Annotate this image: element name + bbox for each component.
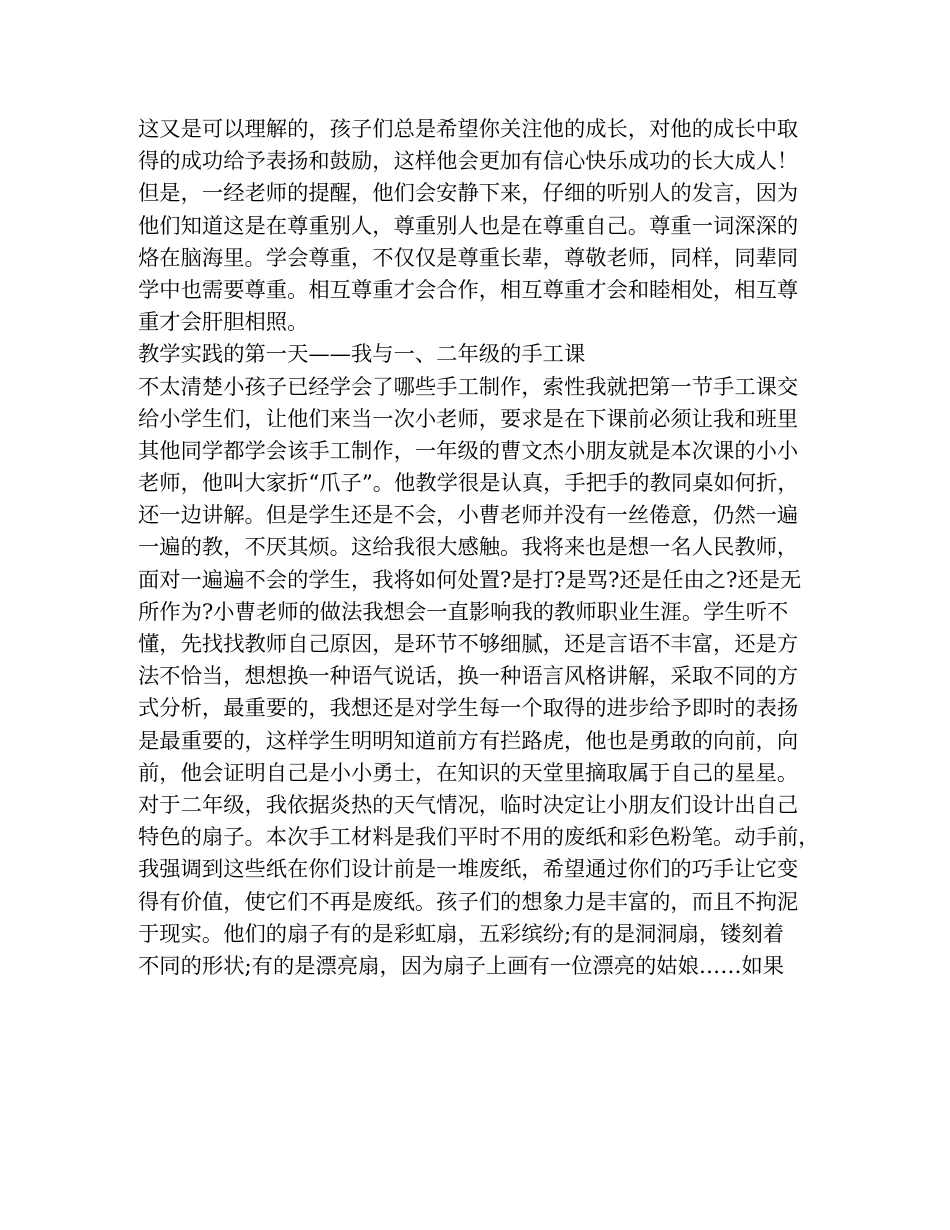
text-line: 得的成功给予表扬和鼓励，这样他会更加有信心快乐成功的长大成人！ bbox=[138, 149, 799, 175]
text-line: 我强调到这些纸在你们设计前是一堆废纸，希望通过你们的巧手让它变 bbox=[138, 857, 799, 883]
text-line: 不太清楚小孩子已经学会了哪些手工制作，索性我就把第一节手工课交 bbox=[138, 374, 799, 400]
text-line: 懂，先找找教师自己原因，是环节不够细腻，还是言语不丰富，还是方 bbox=[138, 632, 799, 657]
text-line: 特色的扇子。本次手工材料是我们平时不用的废纸和彩色粉笔。动手前， bbox=[138, 825, 820, 851]
text-line: 于现实。他们的扇子有的是彩虹扇，五彩缤纷;有的是洞洞扇，镂刻着 bbox=[138, 921, 785, 947]
text-line: 其他同学都学会该手工制作，一年级的曹文杰小朋友就是本次课的小小 bbox=[138, 438, 799, 464]
text-line: 老师，他叫大家折“爪子”。他教学很是认真，手把手的教同桌如何折， bbox=[138, 471, 799, 497]
text-line: 但是，一经老师的提醒，他们会安静下来，仔细的听别人的发言，因为 bbox=[138, 181, 799, 207]
text-line: 所作为?小曹老师的做法我想会一直影响我的教师职业生涯。学生听不 bbox=[138, 599, 789, 625]
document-body bbox=[138, 114, 838, 983]
text-line: 重才会肝胆相照。 bbox=[138, 310, 309, 336]
text-line: 烙在脑海里。学会尊重，不仅仅是尊重长辈，尊敬老师，同样，同辈同 bbox=[138, 245, 799, 271]
text-line: 给小学生们，让他们来当一次小老师，要求是在下课前必须让我和班里 bbox=[138, 406, 799, 432]
text-line: 得有价值，使它们不再是废纸。孩子们的想象力是丰富的，而且不拘泥 bbox=[138, 889, 799, 915]
text-line: 一遍的教，不厌其烦。这给我很大感触。我将来也是想一名人民教师， bbox=[138, 535, 799, 561]
text-line: 学中也需要尊重。相互尊重才会合作，相互尊重才会和睦相处，相互尊 bbox=[138, 277, 799, 303]
text-line: 不同的形状;有的是漂亮扇，因为扇子上画有一位漂亮的姑娘……如果 bbox=[138, 953, 785, 979]
text-line: 法不恰当，想想换一种语气说话，换一种语言风格讲解，采取不同的方 bbox=[138, 664, 799, 690]
section-heading: 教学实践的第一天——我与一、二年级的手工课 bbox=[138, 342, 586, 368]
text-line: 面对一遍遍不会的学生，我将如何处置?是打?是骂?还是任由之?还是无 bbox=[138, 567, 802, 593]
text-line: 对于二年级，我依据炎热的天气情况，临时决定让小朋友们设计出自己 bbox=[138, 792, 799, 818]
text-line: 式分析，最重要的，我想还是对学生每一个取得的进步给予即时的表扬 bbox=[138, 696, 799, 722]
text-line: 是最重要的，这样学生明明知道前方有拦路虎，他也是勇敢的向前，向 bbox=[138, 728, 799, 754]
text-line: 还一边讲解。但是学生还是不会，小曹老师并没有一丝倦意，仍然一遍 bbox=[138, 503, 799, 529]
text-line: 他们知道这是在尊重别人，尊重别人也是在尊重自己。尊重一词深深的 bbox=[138, 213, 799, 239]
text-line: 这又是可以理解的，孩子们总是希望你关注他的成长，对他的成长中取 bbox=[138, 117, 799, 142]
text-line: 前，他会证明自己是小小勇士，在知识的天堂里摘取属于自己的星星。 bbox=[138, 760, 799, 786]
